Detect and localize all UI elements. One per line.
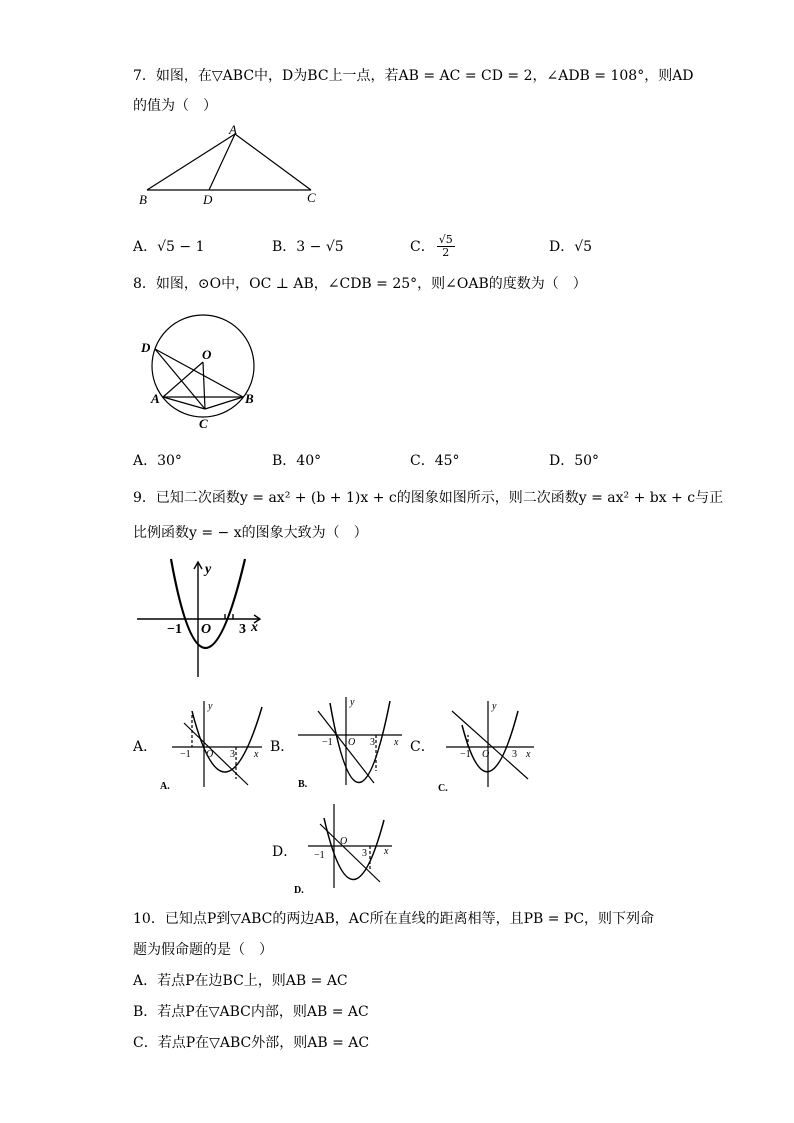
q9-a-label-minus1: −1 xyxy=(180,749,191,760)
q8-label-b: B xyxy=(245,391,254,406)
q10-option-c[interactable]: C．若点P在▽ABC外部，则AB = AC xyxy=(133,1035,370,1051)
q7-label-a: A xyxy=(229,122,237,137)
q9-option-c-letter[interactable]: C． xyxy=(410,739,435,755)
q8-option-d[interactable]: D．50° xyxy=(549,453,600,469)
q7-stem-line1: 7．如图，在▽ABC中，D为BC上一点，若AB = AC = CD = 2，∠ADB = 108°，则AD xyxy=(133,68,694,84)
q10-stem-line2: 题为假命题的是（ ） xyxy=(133,942,273,958)
q9-c-label-y: y xyxy=(492,701,497,712)
q8-label-o: O xyxy=(202,347,212,362)
q9-a-label-3: 3 xyxy=(230,749,235,760)
q9-main-label-minus1: −1 xyxy=(167,622,182,637)
q9-option-b-letter[interactable]: B． xyxy=(270,739,295,755)
q8-circle-figure xyxy=(133,306,273,436)
q7-option-c-denominator: 2 xyxy=(442,246,450,259)
q9-main-label-o: O xyxy=(201,622,212,637)
q9-option-a-letter[interactable]: A． xyxy=(133,739,158,755)
q9-d-label-x: x xyxy=(384,846,389,857)
q7-option-b[interactable]: B．3 − √5 xyxy=(272,239,344,255)
q9-d-label-minus1: −1 xyxy=(314,850,325,861)
q7-label-b: B xyxy=(139,192,147,207)
q7-option-a[interactable]: A．√5 − 1 xyxy=(133,239,205,255)
q7-option-c-fraction xyxy=(437,234,455,259)
q9-a-label-x: x xyxy=(254,749,259,760)
q7-label-d: D xyxy=(203,192,213,207)
q9-main-graph xyxy=(133,557,273,687)
q9-stem-line2: 比例函数y = − x的图象大致为（ ） xyxy=(133,525,368,541)
q9-d-label-o: O xyxy=(340,836,348,847)
q9-d-caption: D. xyxy=(294,885,304,896)
q9-b-caption: B. xyxy=(298,779,308,790)
q7-triangle-figure xyxy=(133,122,333,212)
q9-b-label-3: 3 xyxy=(370,737,375,748)
q7-stem-line2: 的值为（ ） xyxy=(133,98,217,114)
q9-b-label-y: y xyxy=(350,697,355,708)
q8-option-b[interactable]: B．40° xyxy=(272,453,322,469)
q9-a-label-y: y xyxy=(208,701,213,712)
q9-option-c-graph[interactable] xyxy=(434,695,540,795)
q9-main-label-3: 3 xyxy=(239,622,246,637)
q8-option-a[interactable]: A．30° xyxy=(133,453,182,469)
q8-stem-line1: 8．如图，⊙O中，OC ⊥ AB，∠CDB = 25°，则∠OAB的度数为（ ） xyxy=(133,276,587,292)
q9-b-label-x: x xyxy=(394,737,399,748)
q7-label-c: C xyxy=(307,190,316,205)
q9-c-label-o: O xyxy=(482,749,490,760)
q8-option-c[interactable]: C．45° xyxy=(410,453,460,469)
q9-d-label-3: 3 xyxy=(362,848,367,859)
q8-label-c: C xyxy=(199,416,208,431)
q9-option-a-graph[interactable] xyxy=(156,695,268,795)
q9-option-b-graph[interactable] xyxy=(292,693,410,793)
q9-c-caption: C. xyxy=(438,783,448,794)
q9-a-caption: A. xyxy=(160,781,170,792)
q8-label-d: D xyxy=(141,340,151,355)
q9-c-label-3: 3 xyxy=(512,749,517,760)
q9-main-label-x: x xyxy=(251,620,258,635)
q10-option-b[interactable]: B．若点P在▽ABC内部，则AB = AC xyxy=(133,1004,369,1020)
q7-option-d[interactable]: D．√5 xyxy=(549,239,593,255)
q9-option-d-graph[interactable] xyxy=(294,800,400,896)
q9-option-d-letter[interactable]: D． xyxy=(272,844,298,860)
q9-a-label-o: O xyxy=(206,749,214,760)
q7-option-c-numerator: √5 xyxy=(438,233,453,246)
q9-stem-line1: 9．已知二次函数y = ax² + (b + 1)x + c的图象如图所示，则二次函数y = ax² + bx + c与正 xyxy=(133,490,724,506)
q9-b-label-minus1: −1 xyxy=(322,737,333,748)
q10-stem-line1: 10．已知点P到▽ABC的两边AB，AC所在直线的距离相等，且PB = PC，则下列命 xyxy=(133,911,655,927)
q9-c-label-x: x xyxy=(526,749,531,760)
q7-option-c-prefix: C． xyxy=(410,238,435,255)
q8-label-a: A xyxy=(151,391,160,406)
q9-b-label-o: O xyxy=(348,737,356,748)
q7-option-c[interactable] xyxy=(410,234,455,259)
q9-c-label-minus1: −1 xyxy=(460,749,471,760)
q10-option-a[interactable]: A．若点P在边BC上，则AB = AC xyxy=(133,973,348,989)
q9-main-label-y: y xyxy=(205,562,212,577)
